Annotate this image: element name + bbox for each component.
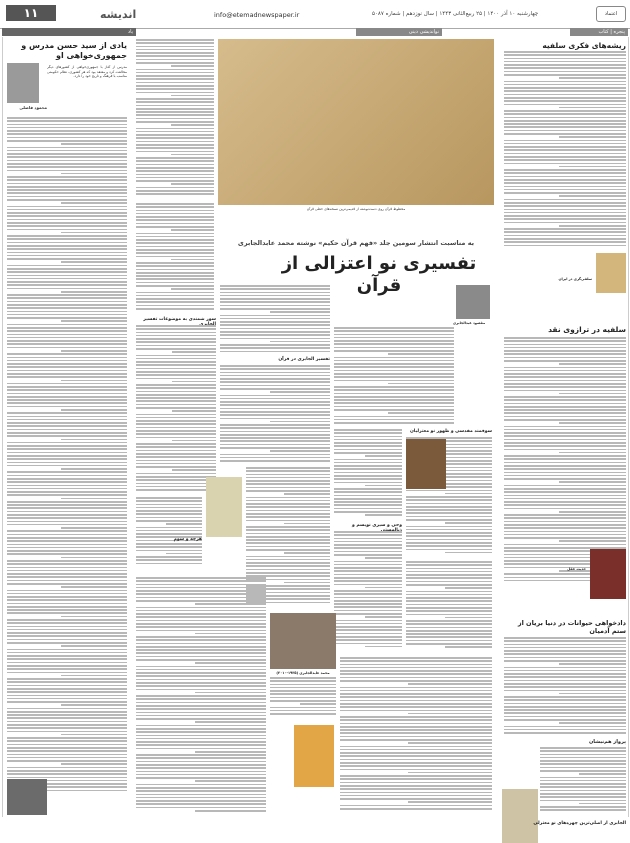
right-headline-3: دادخواهی حیوانات در دنیا بریان از ستم آدمیان <box>517 619 626 635</box>
author-photo <box>7 63 39 103</box>
right-body-1 <box>504 51 626 251</box>
left-body <box>7 117 127 799</box>
main-article <box>134 37 496 817</box>
main-body-col1 <box>136 325 216 495</box>
left-rubric: یاد <box>2 28 136 36</box>
main-body-bottom-mid <box>270 677 336 717</box>
portrait-caption: محمد عابدالجابری (۱۹۳۵-۲۰۱۰) <box>276 671 330 675</box>
book-cover-2 <box>206 477 242 537</box>
left-headline: یادی از سید حسن مدرس و جمهوری‌خواهی او <box>21 41 127 60</box>
book-cover-3 <box>294 725 334 787</box>
main-author: مقصود عبدالجابری <box>452 321 486 325</box>
manuscript-image <box>218 39 494 205</box>
page-header <box>0 0 630 29</box>
right-column <box>500 37 629 826</box>
left-intro: مدرس از آغاز با جمهوری‌خواهی از کشورهای دیگر مخالفت کرد و معتقد بود که هر کشوری، نظام حکومتی مناسب با فرهنگ و تاریخ خود را دارد. <box>47 65 127 78</box>
article-kicker: به مناسبت انتشار سومین جلد «فهم قرآن حکیم» نوشته محمد عابدالجابری <box>237 239 475 247</box>
right-body-3 <box>504 637 626 737</box>
jabiri-portrait <box>270 613 336 669</box>
main-body-col2b <box>220 365 330 465</box>
article-headline: تفسیری نو اعتزالی از قرآن <box>281 253 477 296</box>
book-cover-1 <box>406 439 446 489</box>
right-headline-2: سلفیه در ترازوی نقد <box>548 325 626 334</box>
main-body-col3 <box>334 327 454 427</box>
main-body-bottom-left <box>136 577 266 815</box>
main-body-col1b <box>136 497 202 567</box>
right-headline-5: الجابری از اصلی‌ترین چهره‌های نو معتزلی <box>533 821 626 826</box>
page-number: ۱۱ <box>6 5 56 21</box>
book-title-2: حدیث عقل <box>567 567 586 571</box>
subhead-5: وحی و سیری نویسم و <box>352 523 402 528</box>
subhead-3: سوقمند مقدسی و ظهور نو معتزلیان <box>409 429 492 434</box>
left-author: محمود فاضلی <box>19 105 47 110</box>
right-headline-1: ریشه‌های فکری سلفیه <box>542 41 626 50</box>
main-body-col3b <box>334 429 402 519</box>
issue-info: چهارشنبه ۱۰ آذر ۱۴۰۰ | ۲۵ ربیع‌الثانی ۱۴۴۳ | سال نوزدهم | شماره ۵۰۸۷ <box>372 11 539 17</box>
main-body-top <box>136 39 214 199</box>
left-column <box>2 37 131 817</box>
right-body-4 <box>540 747 626 815</box>
section-title: اندیشه <box>100 8 137 21</box>
right-headline-4: پرواز هم‌نیشان <box>589 739 626 745</box>
main-body-col2 <box>220 285 330 355</box>
subhead-1: سور شمندی به موضوعات تفسیر <box>143 317 216 322</box>
subhead-2: تفسیر الجابری در قرآن <box>278 357 330 362</box>
main-body-mid <box>136 203 214 313</box>
book-cover-hadith <box>590 549 626 599</box>
main-body-bottom-right <box>340 657 492 815</box>
center-rubric: نواندیشی دینی <box>356 28 442 36</box>
right-rubric: پنجره | کتاب <box>570 28 628 36</box>
book-title-1: سلفی‌گری در ایران <box>558 277 592 281</box>
book-cover-salafi <box>596 253 626 293</box>
email-link[interactable]: info@etemadnewspaper.ir <box>214 11 300 19</box>
main-body-col4b <box>406 561 492 653</box>
modarres-photo <box>7 779 47 815</box>
author-thumb <box>456 285 490 319</box>
subhead-4: هرچه و سوم <box>173 537 202 542</box>
main-body-col3c <box>334 531 402 651</box>
book-cover-animals <box>502 789 538 843</box>
image-caption: مخطوط قرآن روی دست‌نوشته از قدیمی‌ترین نسخه‌های خطی قرآن <box>306 207 406 211</box>
newspaper-logo: اعتماد <box>596 6 626 22</box>
